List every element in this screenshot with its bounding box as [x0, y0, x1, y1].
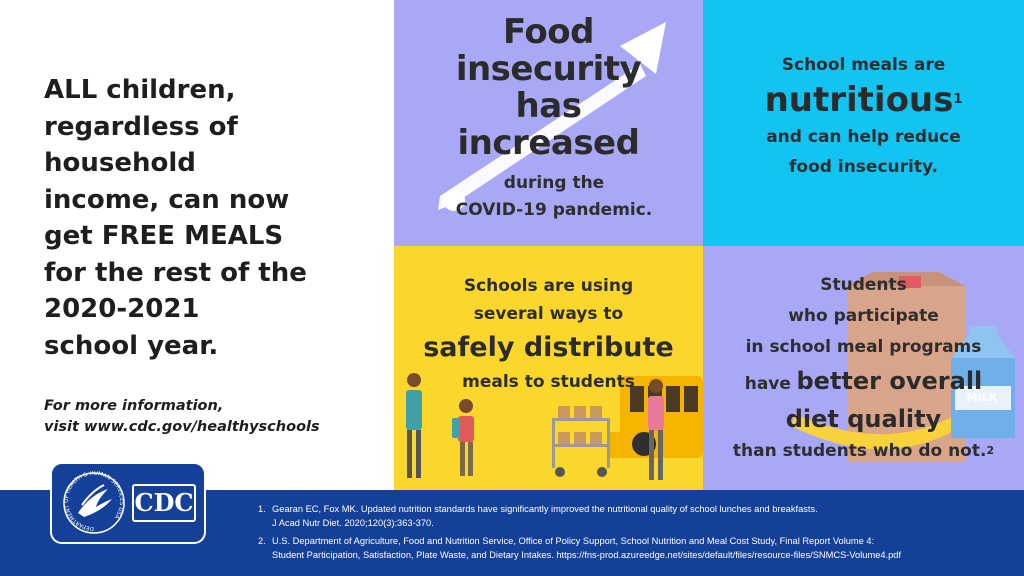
panel4-have: have — [744, 374, 791, 394]
headline-line: income, can now — [44, 184, 290, 215]
panel2-line: food insecurity. — [789, 157, 938, 177]
panel4-line: Students — [820, 275, 907, 295]
left-column — [0, 0, 394, 490]
panel1-big-line: Food — [503, 12, 594, 52]
panel2-big-text: nutritious — [764, 80, 954, 120]
reference-number: 2. — [258, 536, 266, 546]
panel4-line: in school meal programs — [745, 337, 982, 357]
panel4-line: who participate — [788, 306, 939, 326]
panel-food-insecurity — [394, 0, 703, 246]
panel-nutritious — [703, 0, 1024, 246]
main-headline — [44, 72, 384, 364]
headline-line: ALL children, — [44, 75, 236, 105]
panel1-big-line: has — [515, 86, 582, 126]
panel3-line: meals to students — [462, 372, 635, 392]
svg-text:DEPARTMENT OF HEALTH & HUMAN S: DEPARTMENT OF HEALTH & HUMAN SERVICES USA — [64, 470, 125, 532]
more-info — [44, 396, 384, 438]
panel2-line: School meals are — [781, 55, 946, 75]
panel1-small-line: during the — [503, 173, 605, 193]
panel2-line: and can help reduce — [766, 127, 961, 147]
reference-item — [258, 502, 1018, 516]
reference-text: J Acad Nutr Diet. 2020;120(3):363-370. — [272, 518, 434, 528]
footnote-marker: 2 — [986, 444, 995, 457]
headline-line: household — [44, 148, 196, 178]
panel4-big1: better overall — [796, 367, 983, 395]
panel4-line6: than students who do not. — [732, 441, 987, 461]
footnote-marker: 1 — [953, 92, 963, 107]
panel4-big2: diet quality — [785, 405, 942, 433]
headline-line: regardless of — [44, 111, 238, 142]
headline-line: get FREE MEALS — [44, 221, 284, 251]
headline-line: 2020-2021 — [44, 294, 200, 324]
cdc-logo — [132, 484, 196, 522]
panel2-big — [703, 78, 1024, 122]
milk-label: MILK — [966, 391, 998, 404]
panel1-big-line: increased — [457, 123, 640, 163]
panel4-have-line — [703, 363, 1024, 402]
reference-text: Gearan EC, Fox MK. Updated nutrition standards have significantly improved the nutritional quality of school lunches and breakfasts. — [272, 504, 818, 514]
reference-text: U.S. Department of Agriculture, Food and Nutrition Service, Office of Policy Support, School Nutrition and Meal Cost Study, Final Report Volume 4: — [272, 536, 875, 546]
info-line: For more information, — [44, 398, 224, 414]
panel3-big: safely distribute — [423, 332, 674, 363]
reference-link[interactable]: Student Participation, Satisfaction, Plate Waste, and Dietary Intakes. https://fns-prod.azureedge.net/sites/default/files/resource-files/SNMCS-Volume4.pdf — [272, 550, 902, 560]
hhs-cdc-logo — [50, 462, 206, 544]
cdc-logo-text: CDC — [134, 488, 194, 517]
panel4-last-line — [703, 436, 1024, 466]
headline-line: for the rest of the — [44, 257, 307, 288]
panel-diet-quality — [703, 246, 1024, 490]
hhs-seal-icon — [54, 465, 134, 543]
panel3-line: several ways to — [473, 304, 624, 324]
panel-safely-distribute — [394, 246, 703, 490]
panel1-big-line: insecurity — [455, 49, 642, 89]
panel1-small-line: COVID-19 pandemic. — [455, 200, 653, 220]
info-link[interactable]: visit www.cdc.gov/healthyschools — [44, 419, 320, 435]
panel3-line: Schools are using — [463, 276, 634, 296]
reference-item — [258, 534, 1018, 548]
references — [258, 502, 1018, 562]
headline-line: school year. — [44, 330, 219, 361]
reference-number: 1. — [258, 504, 266, 514]
